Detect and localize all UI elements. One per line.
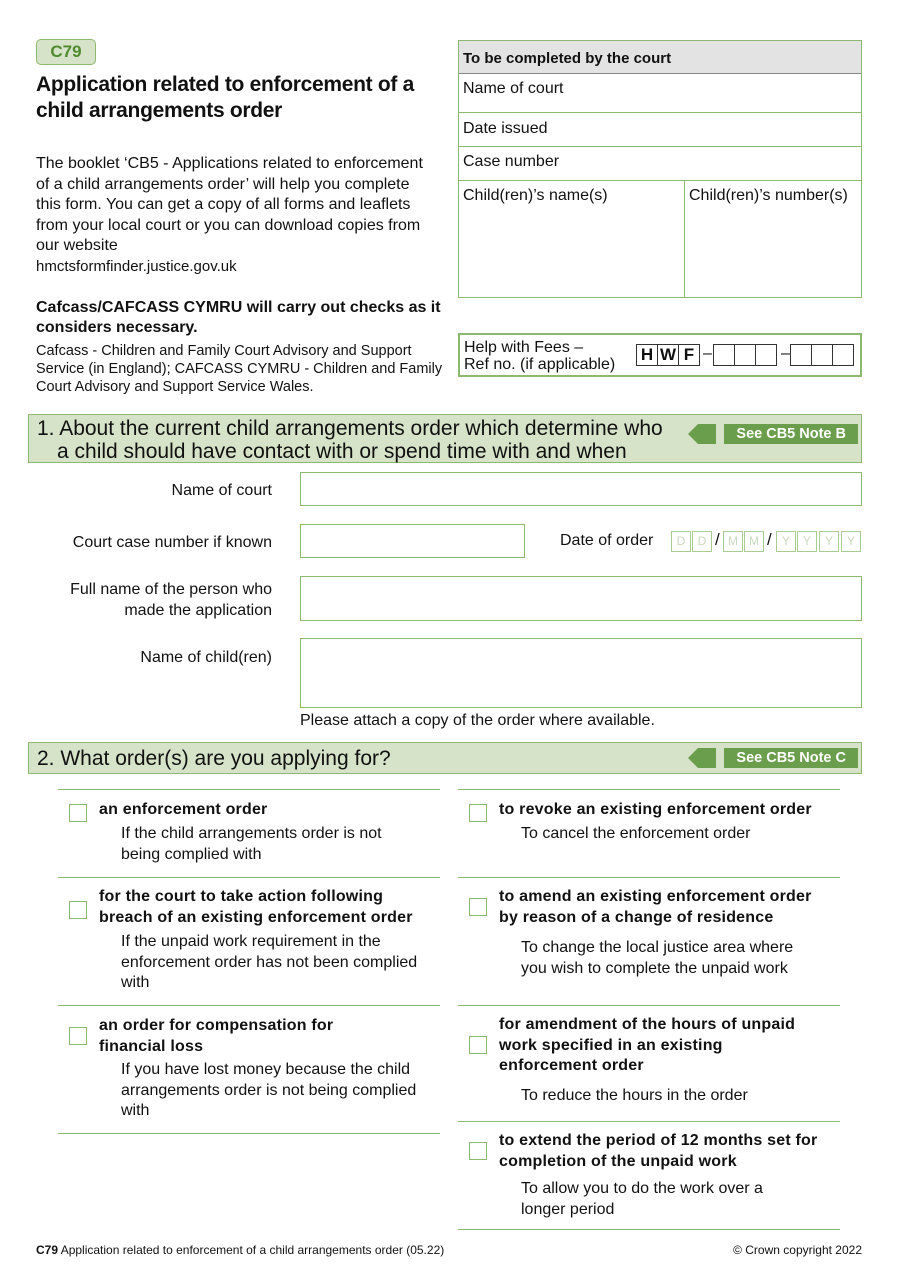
option-title: to amend an existing enforcement order by reason of a change of residence xyxy=(499,888,812,926)
arrow-left-icon xyxy=(688,748,698,768)
case-number-label: Court case number if known xyxy=(72,534,272,551)
hwf-label: Help with Fees – xyxy=(464,339,584,356)
hwf-digit[interactable] xyxy=(832,344,854,366)
court-name-input[interactable] xyxy=(300,472,862,506)
court-name-label: Name of court xyxy=(171,482,272,499)
date-issued-field[interactable] xyxy=(459,113,861,147)
option-title: for amendment of the hours of unpaid work specified in an existing enforcement order xyxy=(499,1016,796,1074)
arrow-bar xyxy=(698,748,716,768)
court-use-box xyxy=(458,40,862,298)
cafcass-heading: Cafcass/CAFCASS CYMRU will carry out checks as it considers necessary. xyxy=(36,299,441,336)
option-title: to revoke an existing enforcement order xyxy=(499,801,812,818)
option-title: to extend the period of 12 months set for completion of the unpaid work xyxy=(499,1132,818,1170)
option-desc: To allow you to do the work over a longer period xyxy=(521,1180,763,1218)
children-names-field[interactable] xyxy=(459,181,685,297)
help-with-fees-box xyxy=(458,333,862,377)
divider xyxy=(58,1005,440,1006)
date-day-cell[interactable]: D xyxy=(692,531,712,552)
divider xyxy=(458,789,840,790)
section-1-header xyxy=(28,414,862,463)
section-2-title: 2. What order(s) are you applying for? xyxy=(37,747,391,770)
divider xyxy=(58,789,440,790)
case-number-input[interactable] xyxy=(300,524,525,558)
checkbox-amend-hours[interactable] xyxy=(469,1036,487,1054)
label: Child(ren)’s number(s) xyxy=(689,187,848,204)
option-desc: To change the local justice area where you wish to complete the unpaid work xyxy=(521,939,794,977)
website-link[interactable]: hmctsformfinder.justice.gov.uk xyxy=(36,257,237,275)
checkbox-breach-action[interactable] xyxy=(69,901,87,919)
date-day-cell[interactable]: D xyxy=(671,531,691,552)
option-desc: To reduce the hours in the order xyxy=(521,1087,748,1104)
hwf-label-2: Ref no. (if applicable) xyxy=(464,356,616,373)
date-month-cell[interactable]: M xyxy=(744,531,764,552)
page-title: Application related to enforcement of a child arrangements order xyxy=(36,73,415,122)
label: Date issued xyxy=(463,120,548,137)
label-line: Full name of the person who xyxy=(70,581,272,598)
date-year-cell[interactable]: Y xyxy=(776,531,796,552)
note-label: See CB5 Note C xyxy=(724,748,858,768)
hwf-prefix-cell: W xyxy=(657,344,679,366)
applicant-label xyxy=(32,579,272,621)
note-label: See CB5 Note B xyxy=(724,424,858,444)
attach-note: Please attach a copy of the order where available. xyxy=(300,712,655,729)
divider xyxy=(58,877,440,878)
checkbox-enforcement-order[interactable] xyxy=(69,804,87,822)
cafcass-text: Cafcass - Children and Family Court Advisory and Support Service (in England); CAFCASS CYMRU - Children and Family Court Advisory and Support Service Wales. xyxy=(36,343,443,395)
footer-code: C79 xyxy=(36,1243,59,1257)
hwf-digit[interactable] xyxy=(755,344,777,366)
court-box-heading: To be completed by the court xyxy=(459,41,861,74)
case-number-field[interactable] xyxy=(459,147,861,181)
label: Name of court xyxy=(463,80,564,97)
hwf-digit[interactable] xyxy=(734,344,756,366)
children-label: Name of child(ren) xyxy=(140,649,272,666)
section-1-title: 1. About the current child arrangements order which determine who xyxy=(37,417,663,440)
option-desc: If the unpaid work requirement in the enforcement order has not been complied with xyxy=(121,933,418,991)
hwf-prefix-cell: F xyxy=(678,344,700,366)
cb5-note-c[interactable] xyxy=(688,748,858,768)
arrow-bar xyxy=(698,424,716,444)
hwf-digit[interactable] xyxy=(790,344,812,366)
hwf-digit[interactable] xyxy=(713,344,735,366)
divider xyxy=(458,1005,840,1006)
section-2-header xyxy=(28,742,862,774)
date-year-cell[interactable]: Y xyxy=(797,531,817,552)
option-desc: To cancel the enforcement order xyxy=(521,825,751,842)
children-name-input[interactable] xyxy=(300,638,862,708)
option-title: for the court to take action following breach of an existing enforcement order xyxy=(99,888,413,926)
option-desc: If the child arrangements order is not being complied with xyxy=(121,825,382,863)
arrow-left-icon xyxy=(688,424,698,444)
children-numbers-field[interactable] xyxy=(685,181,861,297)
footer-form-ref xyxy=(36,1243,444,1257)
form-code-badge: C79 xyxy=(36,39,96,65)
court-name-field[interactable] xyxy=(459,74,861,113)
hwf-digit[interactable] xyxy=(811,344,833,366)
label-line: made the application xyxy=(124,602,272,619)
copyright: © Crown copyright 2022 xyxy=(733,1243,862,1257)
label: Case number xyxy=(463,153,560,170)
date-month-cell[interactable]: M xyxy=(723,531,743,552)
cb5-note-b[interactable] xyxy=(688,424,858,444)
dash: – xyxy=(703,345,712,362)
checkbox-amend-residence[interactable] xyxy=(469,898,487,916)
checkbox-extend-period[interactable] xyxy=(469,1142,487,1160)
divider xyxy=(58,1133,440,1134)
dash: – xyxy=(781,345,790,362)
option-title: an enforcement order xyxy=(99,801,268,818)
footer-text: Application related to enforcement of a child arrangements order (05.22) xyxy=(58,1243,445,1257)
intro-text xyxy=(36,154,436,277)
date-of-order-label: Date of order xyxy=(560,532,654,549)
applicant-name-input[interactable] xyxy=(300,576,862,621)
checkbox-revoke[interactable] xyxy=(469,804,487,822)
date-year-cell[interactable]: Y xyxy=(819,531,839,552)
slash: / xyxy=(767,530,772,549)
checkbox-compensation[interactable] xyxy=(69,1027,87,1045)
hwf-prefix-cell: H xyxy=(636,344,658,366)
divider xyxy=(458,1121,840,1122)
divider xyxy=(458,877,840,878)
date-year-cell[interactable]: Y xyxy=(841,531,861,552)
label: Child(ren)’s name(s) xyxy=(463,187,608,204)
option-title: an order for compensation for financial loss xyxy=(99,1017,334,1055)
section-1-title-2: a child should have contact with or spend time with and when xyxy=(57,440,627,463)
slash: / xyxy=(715,530,720,549)
intro-body: The booklet ‘CB5 - Applications related to enforcement of a child arrangements order’ will help you complete this form. You can get a copy of all forms and leaflets from your local court or you can download copies from our website xyxy=(36,155,423,254)
option-desc: If you have lost money because the child arrangements order is not being complied with xyxy=(121,1061,417,1119)
divider xyxy=(458,1229,840,1230)
